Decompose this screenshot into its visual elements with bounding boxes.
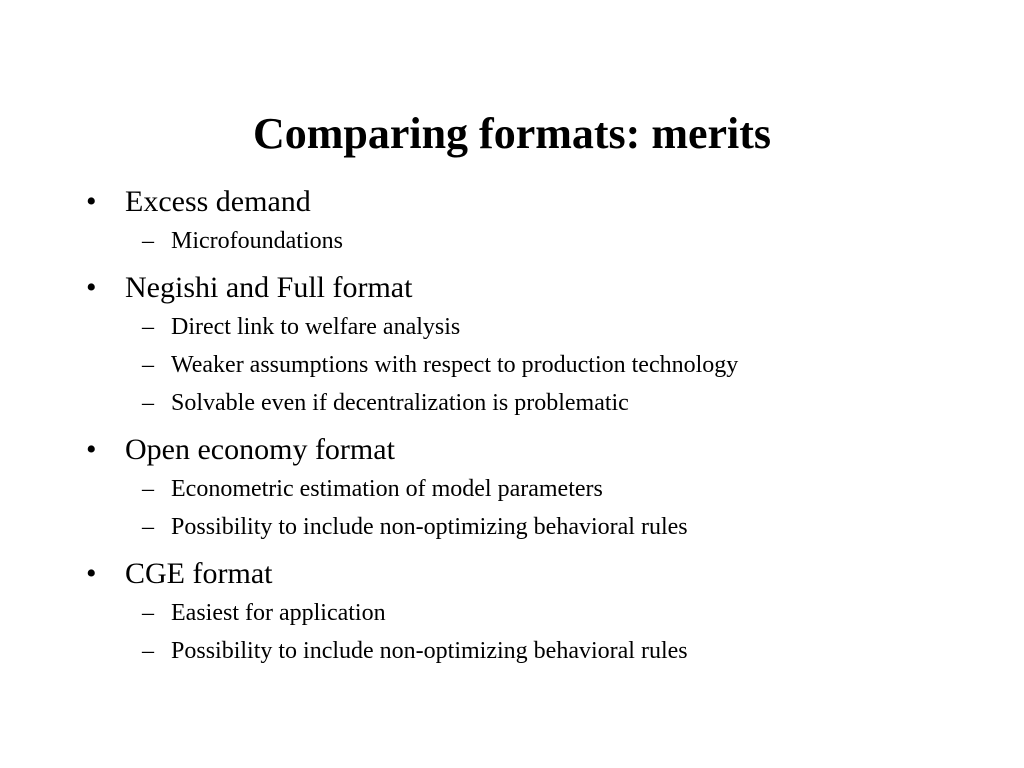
sub-text: Possibility to include non-optimizing behavioral rules xyxy=(171,514,688,540)
sub-text: Econometric estimation of model parameters xyxy=(171,476,603,502)
sub-item xyxy=(86,594,986,632)
bullet-text: CGE format xyxy=(125,557,273,590)
sub-list xyxy=(86,222,986,260)
bullet-text: Excess demand xyxy=(125,185,311,218)
dash-icon: – xyxy=(142,600,154,626)
sub-text: Weaker assumptions with respect to production technology xyxy=(171,352,739,378)
sub-item xyxy=(86,470,986,508)
dash-icon: – xyxy=(142,476,154,502)
dash-icon: – xyxy=(142,390,154,416)
sub-text: Easiest for application xyxy=(171,600,386,626)
bullet-text: Negishi and Full format xyxy=(125,271,413,304)
sub-text: Direct link to welfare analysis xyxy=(171,314,461,340)
sub-text: Possibility to include non-optimizing behavioral rules xyxy=(171,638,688,664)
sub-text: Solvable even if decentralization is problematic xyxy=(171,390,629,416)
bullet-item-cge xyxy=(86,550,986,598)
sub-list xyxy=(86,470,986,546)
bullet-item-negishi xyxy=(86,264,986,312)
sub-list-container xyxy=(86,308,986,422)
bullet-icon: • xyxy=(86,433,97,466)
bullet-item-open-economy xyxy=(86,426,986,474)
bullet-icon: • xyxy=(86,271,97,304)
sub-item xyxy=(86,508,986,546)
dash-icon: – xyxy=(142,228,154,254)
sub-item xyxy=(86,346,986,384)
dash-icon: – xyxy=(142,314,154,340)
dash-icon: – xyxy=(142,514,154,540)
sub-list-container xyxy=(86,222,986,260)
sub-item xyxy=(86,308,986,346)
sub-item xyxy=(86,632,986,670)
bullet-icon: • xyxy=(86,185,97,218)
sub-item xyxy=(86,222,986,260)
sub-list-container xyxy=(86,594,986,670)
sub-list xyxy=(86,308,986,422)
sub-item xyxy=(86,384,986,422)
sub-list xyxy=(86,594,986,670)
sub-text: Microfoundations xyxy=(171,228,343,254)
dash-icon: – xyxy=(142,352,154,378)
dash-icon: – xyxy=(142,638,154,664)
bullet-item-excess-demand xyxy=(86,178,986,226)
bullet-icon: • xyxy=(86,557,97,590)
bullet-list xyxy=(86,178,986,674)
slide-title: Comparing formats: merits xyxy=(252,109,772,158)
bullet-text: Open economy format xyxy=(125,433,395,466)
sub-list-container xyxy=(86,470,986,546)
